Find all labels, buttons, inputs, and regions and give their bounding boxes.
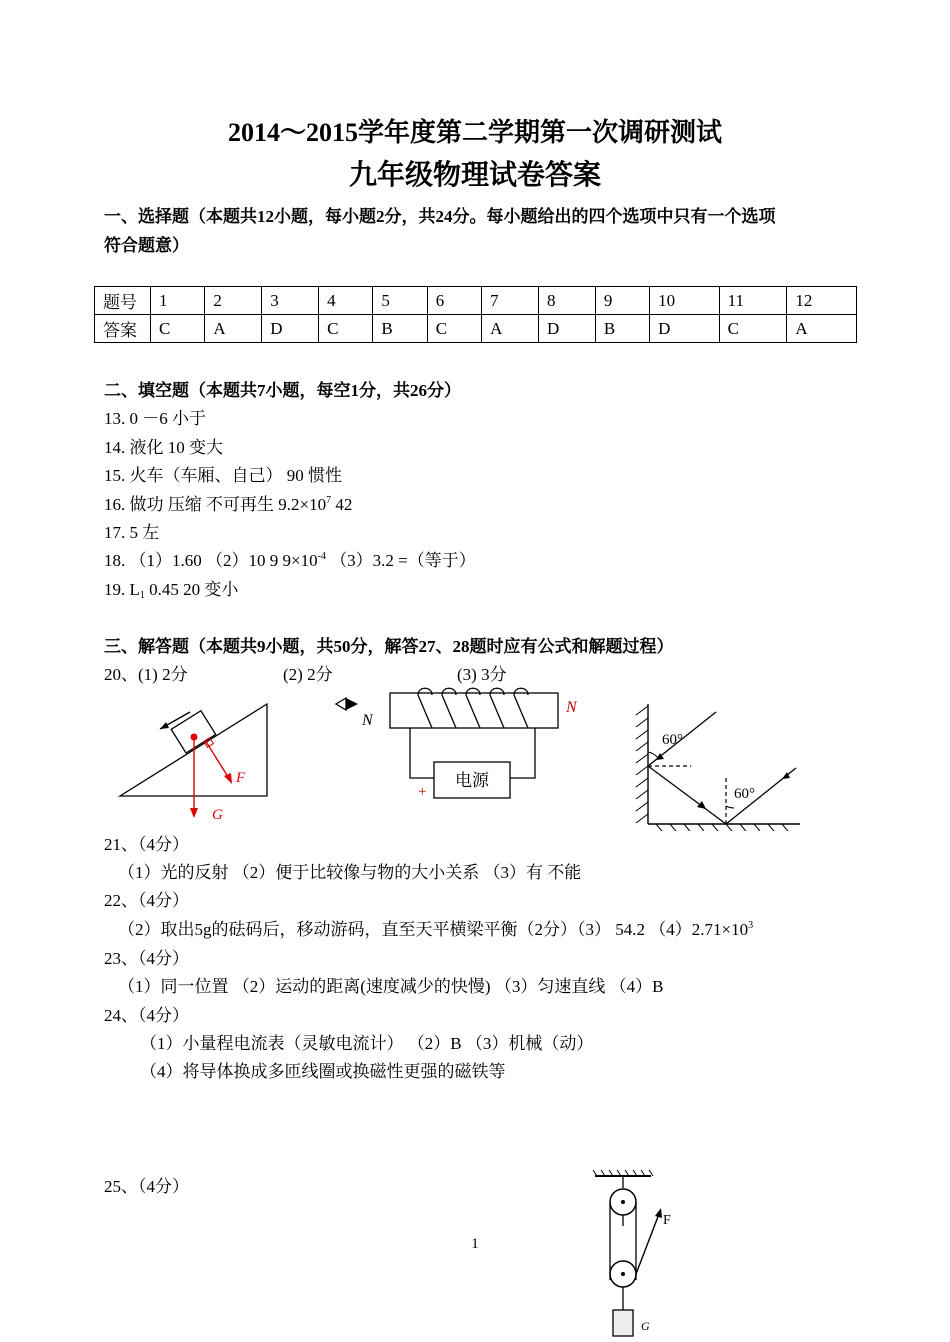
q20-part2-label: (2) 2分 <box>283 665 333 684</box>
q24-answer-1: （1）小量程电流表（灵敏电流计） （2）B （3）机械（动） <box>140 1034 594 1053</box>
title-line1: 2014～2015学年度第二学期第一次调研测试 <box>227 118 722 147</box>
q21-label: 21、（4分） <box>104 835 189 854</box>
table-row-answers <box>95 315 857 343</box>
table-cell: 9 <box>595 287 649 315</box>
q20-part3-label: (3) 3分 <box>457 665 507 684</box>
table-cell: 11 <box>719 287 787 315</box>
q22-answer: （2）取出5g的砝码后，移动游码，直至天平横梁平衡（2分）（3） 54.2 $(4)2.71\times 10^3$ <box>118 920 754 939</box>
pulley-weight-label: G <box>641 1319 650 1333</box>
section3-heading: 三、解答题（本题共9小题，共50分，解答27、28题时应有公式和解题过程） <box>104 637 674 656</box>
q24-answer-2: （4）将导体换成多匝线圈或换磁性更强的磁铁等 <box>140 1062 506 1081</box>
table-cell: 10 <box>650 287 719 315</box>
q22-label: 22、（4分） <box>104 891 189 910</box>
answer-table <box>94 286 857 343</box>
table-cell: A <box>205 315 262 343</box>
title-line2: 九年级物理试卷答案 <box>348 160 601 191</box>
table-cell: D <box>262 315 319 343</box>
q24-label: 24、（4分） <box>104 1006 189 1025</box>
needle-pole-n: N <box>362 712 373 729</box>
table-cell: 1 <box>151 287 205 315</box>
row-label-number: 题号 <box>95 287 151 315</box>
table-row-numbers <box>95 287 857 315</box>
force-label-f: F <box>236 770 246 786</box>
table-cell: A <box>482 315 539 343</box>
incline-force-diagram <box>110 692 280 827</box>
answer-q14: 14. 液化 10 变大 <box>104 438 223 457</box>
q25-label: 25、（4分） <box>104 1177 189 1196</box>
section1-heading-line1: 一、选择题（本题共12小题，每小题2分，共24分。每小题给出的四个选项中只有一个选项 <box>104 207 776 226</box>
angle-label-1: 60° <box>662 732 683 748</box>
pulley-diagram <box>585 1168 695 1342</box>
table-cell: C <box>719 315 787 343</box>
answer-q17: 17. 5 左 <box>104 523 160 542</box>
table-cell: D <box>650 315 719 343</box>
table-cell: 5 <box>373 287 427 315</box>
section2-heading: 二、填空题（本题共7小题，每空1分，共26分） <box>104 381 461 400</box>
power-source-label: 电源 <box>455 771 489 790</box>
row-label-answer: 答案 <box>95 315 151 343</box>
table-cell: C <box>151 315 205 343</box>
table-cell: 12 <box>787 287 857 315</box>
table-cell: C <box>319 315 373 343</box>
table-cell: 6 <box>427 287 481 315</box>
electromagnet-diagram <box>330 686 590 806</box>
table-cell: B <box>595 315 649 343</box>
coil-pole-n: N <box>566 699 577 716</box>
answer-q19: 19. $L_1$ 0.45 20 变小 <box>104 580 239 601</box>
table-cell: A <box>787 315 857 343</box>
answer-q15: 15. 火车（车厢、自己） 90 惯性 <box>104 466 342 485</box>
mirror-reflection-diagram <box>616 696 806 831</box>
answer-q13: 13. 0 －6 小于 <box>104 409 206 428</box>
section1-heading-line2: 符合题意） <box>104 236 189 255</box>
page-number: 1 <box>471 1236 479 1252</box>
pulley-force-label: F <box>663 1213 671 1228</box>
table-cell: 4 <box>319 287 373 315</box>
q21-answer: （1）光的反射 （2）便于比较像与物的大小关系 （3）有 不能 <box>118 863 582 882</box>
table-cell: 7 <box>482 287 539 315</box>
table-cell: D <box>538 315 595 343</box>
table-cell: C <box>427 315 481 343</box>
q23-label: 23、（4分） <box>104 949 189 968</box>
answer-q18: 18. （1）1.60 （2）10 9 $9\times 10^{-4}$ （3）3.2 =（等于） <box>104 551 476 570</box>
table-cell: 2 <box>205 287 262 315</box>
q20-label: 20、(1) 2分 <box>104 665 188 684</box>
answer-q16: 16. 做功 压缩 不可再生 $9.2\times 10^7$ 42 <box>104 495 353 514</box>
plus-terminal: + <box>418 784 427 800</box>
table-cell: 8 <box>538 287 595 315</box>
angle-label-2: 60° <box>734 786 755 802</box>
gravity-label-g: G <box>212 807 223 823</box>
q23-answer: （1）同一位置 （2）运动的距离(速度减少的快慢) （3）匀速直线 （4）B <box>118 977 664 996</box>
table-cell: 3 <box>262 287 319 315</box>
table-cell: B <box>373 315 427 343</box>
